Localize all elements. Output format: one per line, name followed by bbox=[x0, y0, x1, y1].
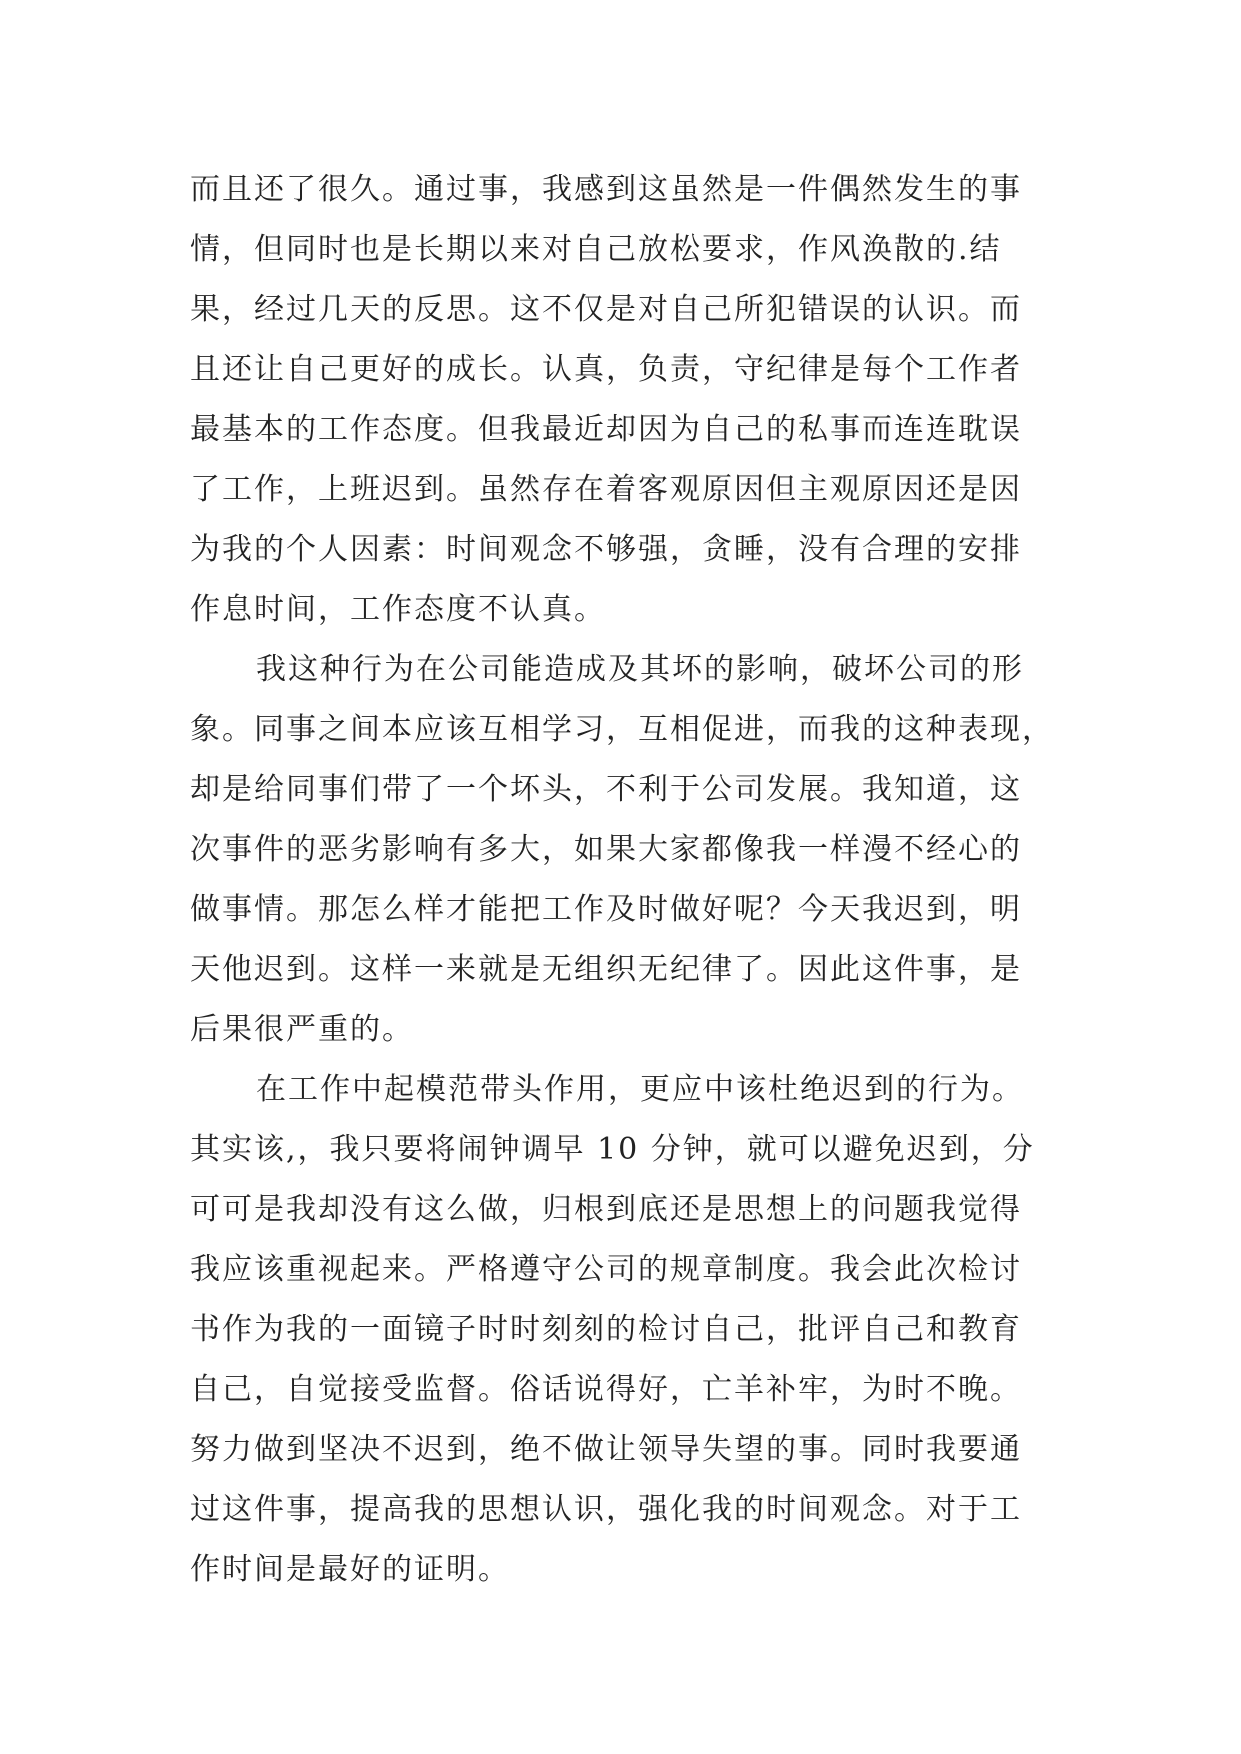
paragraph-line: 次事件的恶劣影响有多大，如果大家都像我一样漫不经心的 bbox=[190, 832, 1022, 867]
paragraph-line: 我这种行为在公司能造成及其坏的影响，破坏公司的形 bbox=[256, 652, 1024, 687]
paragraph-3 bbox=[190, 1060, 1090, 1600]
paragraph-line: 作息时间，工作态度不认真。 bbox=[190, 592, 606, 627]
paragraph-line: 努力做到坚决不迟到，绝不做让领导失望的事。同时我要通 bbox=[190, 1432, 1022, 1467]
document-body bbox=[190, 160, 1090, 1600]
paragraph-line: 可可是我却没有这么做，归根到底还是思想上的问题我觉得 bbox=[190, 1192, 1022, 1227]
paragraph-line: 最基本的工作态度。但我最近却因为自己的私事而连连耽误 bbox=[190, 412, 1022, 447]
paragraph-line: 而且还了很久。通过事，我感到这虽然是一件偶然发生的事 bbox=[190, 172, 1022, 207]
paragraph-line: 我应该重视起来。严格遵守公司的规章制度。我会此次检讨 bbox=[190, 1252, 1022, 1287]
paragraph-line: 了工作，上班迟到。虽然存在着客观原因但主观原因还是因 bbox=[190, 472, 1022, 507]
paragraph-line: 情，但同时也是长期以来对自己放松要求，作风涣散的.结 bbox=[190, 232, 1002, 267]
paragraph-line: 为我的个人因素：时间观念不够强，贪睡，没有合理的安排 bbox=[190, 532, 1022, 567]
paragraph-line: 过这件事，提高我的思想认识，强化我的时间观念。对于工 bbox=[190, 1492, 1022, 1527]
paragraph-2 bbox=[190, 640, 1090, 1060]
paragraph-line: 在工作中起模范带头作用，更应中该杜绝迟到的行为。 bbox=[256, 1072, 1024, 1107]
paragraph-line: 象。同事之间本应该互相学习，互相促进，而我的这种表现， bbox=[190, 712, 1054, 747]
paragraph-line: 后果很严重的。 bbox=[190, 1012, 414, 1047]
paragraph-line: 果，经过几天的反思。这不仅是对自己所犯错误的认识。而 bbox=[190, 292, 1022, 327]
paragraph-line: 作时间是最好的证明。 bbox=[190, 1552, 510, 1587]
paragraph-line: 自己，自觉接受监督。俗话说得好，亡羊补牢，为时不晚。 bbox=[190, 1372, 1022, 1407]
paragraph-line: 天他迟到。这样一来就是无组织无纪律了。因此这件事，是 bbox=[190, 952, 1022, 987]
paragraph-line: 其实该,，我只要将闹钟调早 10 分钟，就可以避免迟到，分 bbox=[190, 1132, 1035, 1167]
paragraph-line: 做事情。那怎么样才能把工作及时做好呢？今天我迟到，明 bbox=[190, 892, 1022, 927]
paragraph-line: 且还让自己更好的成长。认真，负责，守纪律是每个工作者 bbox=[190, 352, 1022, 387]
paragraph-line: 却是给同事们带了一个坏头，不利于公司发展。我知道，这 bbox=[190, 772, 1022, 807]
paragraph-1 bbox=[190, 160, 1090, 640]
paragraph-line: 书作为我的一面镜子时时刻刻的检讨自己，批评自己和教育 bbox=[190, 1312, 1022, 1347]
